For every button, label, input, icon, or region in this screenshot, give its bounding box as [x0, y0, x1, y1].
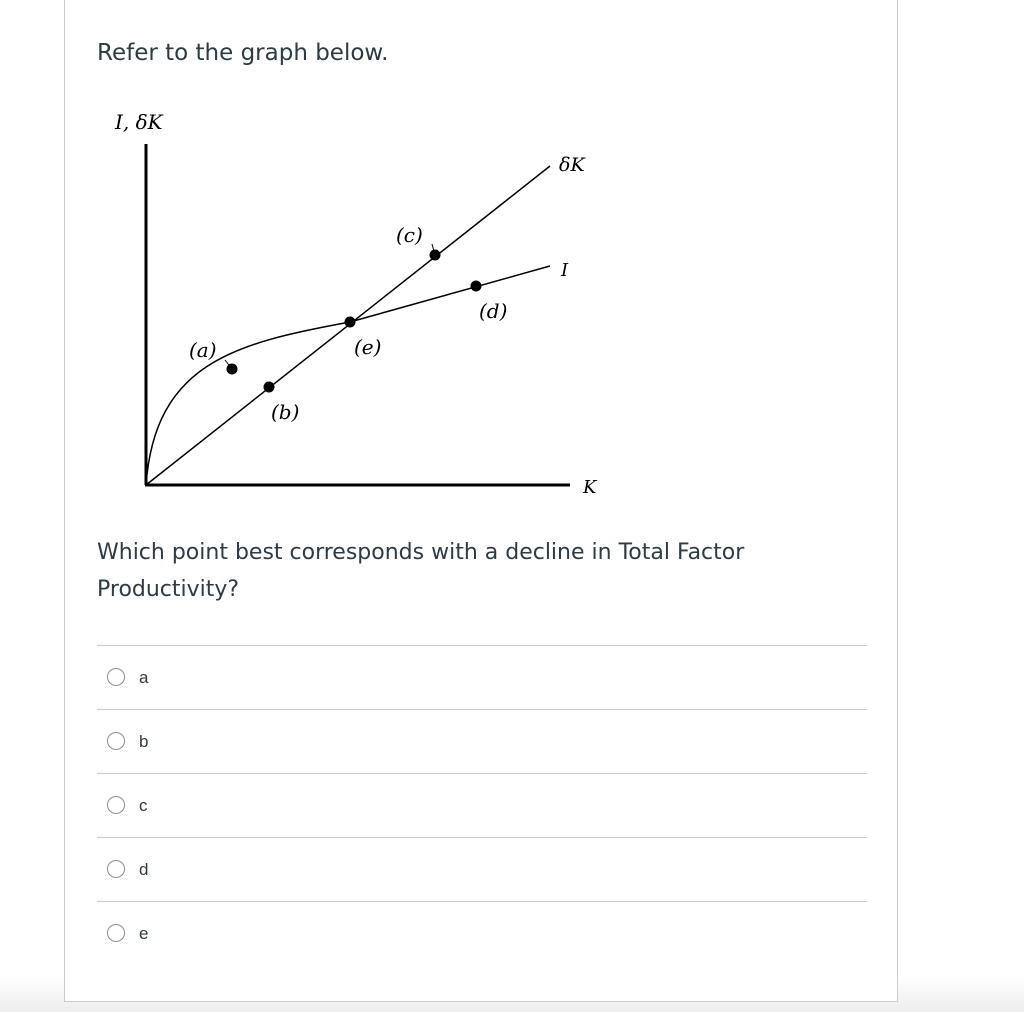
- answer-option-c[interactable]: [97, 774, 867, 838]
- point-d-label: (d): [479, 299, 508, 323]
- answer-label-e[interactable]: e: [139, 924, 149, 943]
- radio-button-a[interactable]: [107, 668, 125, 686]
- point-d: [471, 281, 482, 292]
- answer-option-a[interactable]: [97, 646, 867, 710]
- point-e: [345, 317, 356, 328]
- answer-label-c[interactable]: c: [139, 796, 148, 815]
- answer-option-b[interactable]: [97, 710, 867, 774]
- question-prompt: Which point best corresponds with a decline in Total Factor Productivity?: [97, 540, 745, 602]
- investment-curve-label: I: [561, 260, 569, 281]
- point-a-label: (a): [189, 338, 217, 362]
- point-c-label: (c): [396, 223, 423, 247]
- question-intro: Refer to the graph below.: [97, 40, 389, 66]
- radio-button-e[interactable]: [107, 924, 125, 942]
- steady-state-graph: [65, 98, 705, 508]
- point-b-label: (b): [271, 400, 300, 424]
- radio-button-c[interactable]: [107, 796, 125, 814]
- radio-button-b[interactable]: [107, 732, 125, 750]
- question-card: [64, 0, 898, 1002]
- point-b: [264, 382, 275, 393]
- answer-option-d[interactable]: [97, 838, 867, 902]
- x-axis-label: K: [583, 477, 597, 498]
- answer-list: [97, 645, 867, 966]
- answer-label-a[interactable]: a: [139, 668, 149, 687]
- answer-label-d[interactable]: d: [139, 860, 149, 879]
- depreciation-line-label: δK: [559, 154, 585, 176]
- answer-option-e[interactable]: [97, 902, 867, 966]
- answer-label-b[interactable]: b: [139, 732, 149, 751]
- point-e-label: (e): [354, 335, 382, 359]
- y-axis-label: I, δK: [115, 110, 163, 134]
- radio-button-d[interactable]: [107, 860, 125, 878]
